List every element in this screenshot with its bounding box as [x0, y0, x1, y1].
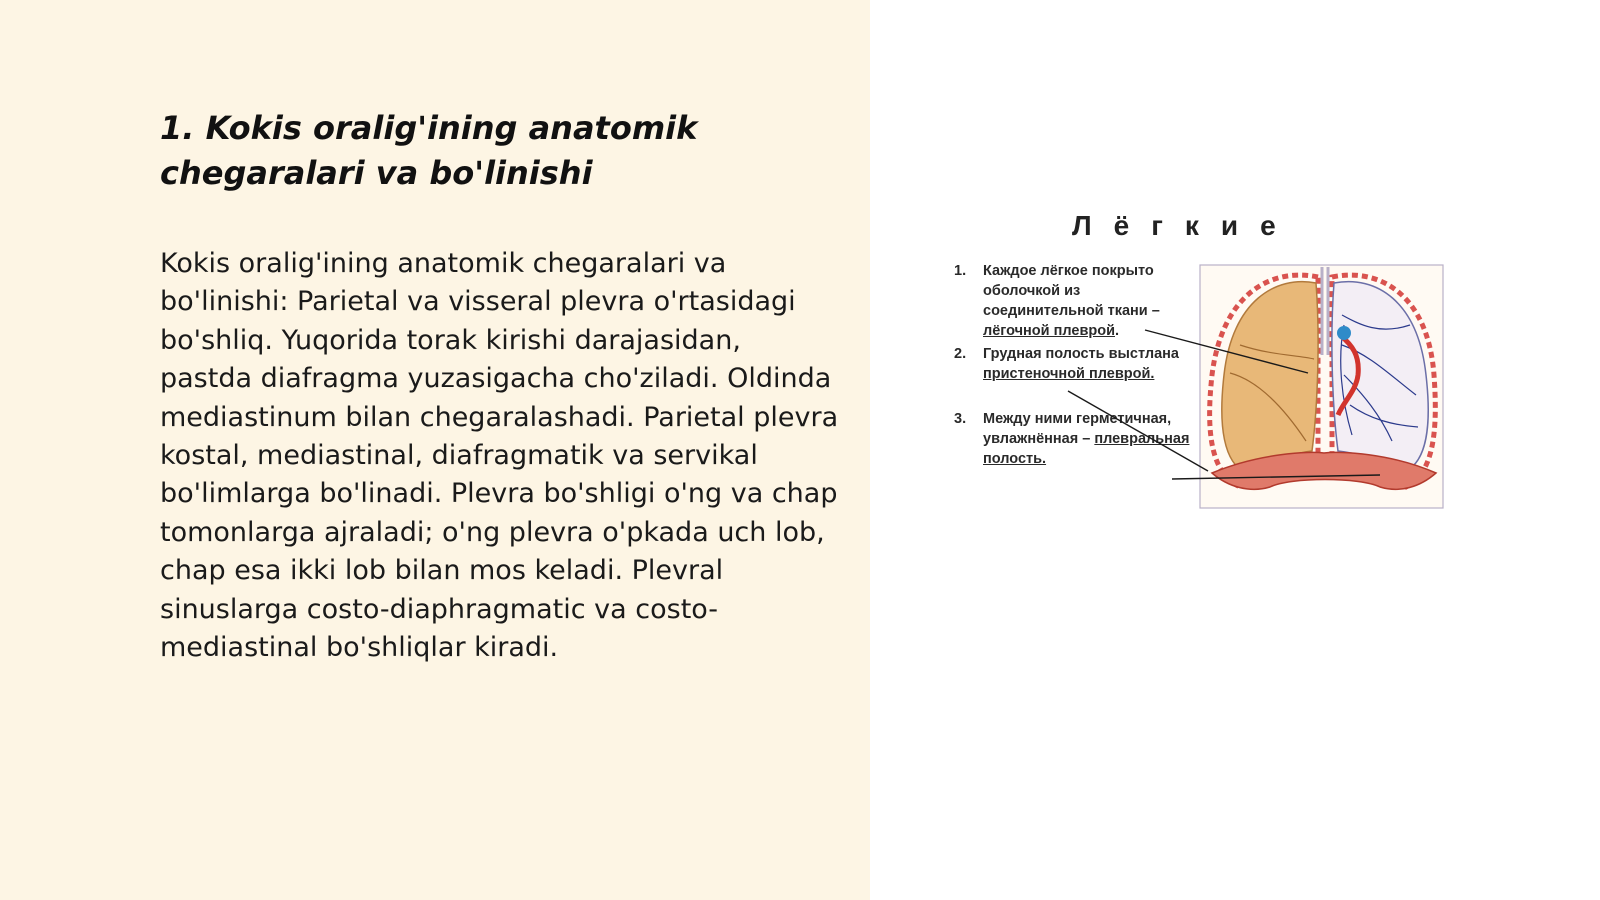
- heart-vessel: [1337, 326, 1351, 340]
- note-term: плевральная полость.: [983, 431, 1190, 467]
- note-number: 1.: [954, 263, 967, 279]
- note-text: Между ними герметичная, увлажнённая – плевральная полость.: [983, 411, 1190, 467]
- pointer-line-2: [1068, 391, 1208, 471]
- slide-title: 1. Kokis oralig'ining anatomik chegaralari va bo'linishi: [160, 109, 698, 192]
- note-text: Грудная полость выстлана пристеночной плеврой.: [983, 346, 1179, 382]
- note-number: 2.: [954, 346, 967, 362]
- note-number: 3.: [954, 411, 967, 427]
- note-text: Каждое лёгкое покрыто оболочкой из соединительной ткани – лёгочной плеврой.: [983, 263, 1160, 339]
- note-term: лёгочной плеврой: [983, 323, 1115, 339]
- note-term: пристеночной плеврой.: [983, 366, 1155, 382]
- lungs-figure: [940, 205, 1460, 510]
- figure-title: Лёгкие: [1072, 210, 1298, 241]
- slide-body-text: Kokis oralig'ining anatomik chegaralari va bo'linishi: Parietal va visseral plevra o'rtasidagi bo'shliq. Yuqorida torak kirishi darajasidan, pastda diafragma yuzasigacha cho'ziladi. Oldinda mediastinum bilan chegaralashadi. Parietal plevra kostal, mediastinal, diafragmatik va servikal bo'limlarga bo'linadi. Plevra bo'shligi o'ng va chap tomonlarga ajraladi; o'ng plevra o'pkada uch lob, chap esa ikki lob bilan mos keladi. Plevral sinuslarga costo-diaphragmatic va costo-mediastinal bo'shliqlar kiradi.: [160, 248, 839, 664]
- lungs-illustration: [940, 205, 1460, 510]
